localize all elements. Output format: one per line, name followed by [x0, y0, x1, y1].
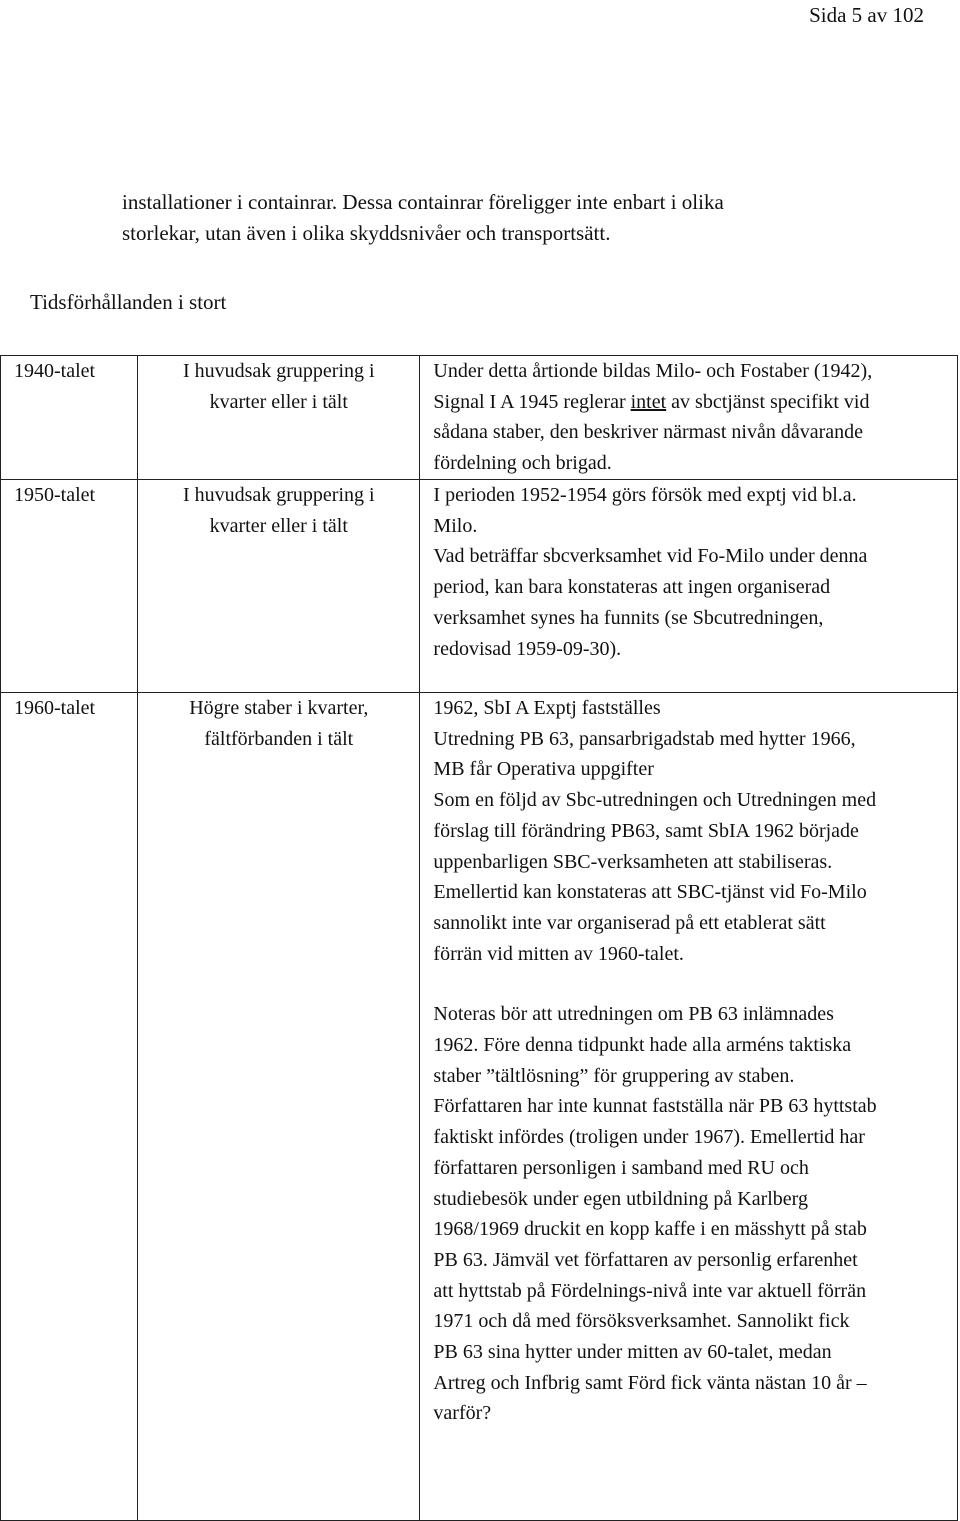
notes-line: sannolikt inte var organiserad på ett etablerat sätt	[433, 911, 826, 934]
notes-line	[433, 387, 957, 418]
decade-label: 1950-talet	[14, 484, 96, 506]
notes-line: Vad beträffar sbcverksamhet vid Fo-Milo under denna	[433, 545, 868, 568]
decade-cell	[1, 693, 138, 1521]
organization-line: kvarter eller i tält	[209, 514, 348, 537]
notes-line: Emellertid kan konstateras att SBC-tjänst vid Fo-Milo	[433, 881, 867, 904]
notes-line: verksamhet synes ha funnits (se Sbcutredningen,	[433, 606, 824, 629]
intro-line: storlekar, utan även i olika skyddsnivåer och transportsätt.	[122, 221, 611, 245]
organization-line: fältförbanden i tält	[204, 727, 354, 750]
notes-line: 1968/1969 druckit en kopp kaffe i en mässhytt på stab	[433, 1218, 867, 1241]
underlined-word: intet	[630, 390, 667, 413]
organization-line: I huvudsak gruppering i	[182, 484, 375, 506]
notes-line: Milo.	[433, 514, 478, 537]
notes-line: period, kan bara konstateras att ingen organiserad	[433, 576, 831, 599]
decade-cell	[1, 356, 138, 480]
notes-line: Som en följd av Sbc-utredningen och Utredningen med	[433, 789, 877, 812]
notes-line: varför?	[433, 1402, 492, 1425]
notes-line: studiebesök under egen utbildning på Karlberg	[433, 1187, 808, 1210]
organization-line: Högre staber i kvarter,	[189, 697, 369, 719]
notes-cell	[420, 693, 958, 1521]
table-row	[1, 693, 958, 1521]
notes-cell	[420, 356, 958, 480]
notes-line: MB får Operativa uppgifter	[433, 758, 654, 781]
notes-line: författaren personligen i samband med RU och	[433, 1156, 809, 1179]
section-heading: Tidsförhållanden i stort	[30, 290, 227, 314]
notes-line: faktiskt infördes (troligen under 1967). Emellertid har	[433, 1126, 865, 1149]
organization-line: I huvudsak gruppering i	[182, 360, 375, 382]
organization-cell	[138, 480, 420, 693]
notes-line: I perioden 1952-1954 görs försök med exptj vid bl.a.	[433, 484, 857, 506]
notes-line: Under detta årtionde bildas Milo- och Fostaber (1942),	[433, 360, 873, 382]
notes-text: av sbctjänst specifikt vid	[666, 390, 870, 413]
notes-line: Utredning PB 63, pansarbrigadstab med hytter 1966,	[433, 727, 856, 750]
decade-label: 1940-talet	[14, 360, 96, 382]
notes-line: staber ”tältlösning” för gruppering av staben.	[433, 1064, 795, 1087]
notes-line: PB 63. Jämväl vet författaren av personlig erfarenhet	[433, 1248, 858, 1271]
notes-line: förrän vid mitten av 1960-talet.	[433, 942, 684, 965]
notes-line: PB 63 sina hytter under mitten av 60-talet, medan	[433, 1341, 832, 1364]
notes-line: sådana staber, den beskriver närmast nivån dåvarande	[433, 421, 863, 444]
timeline-table	[0, 355, 958, 1521]
organization-cell	[138, 693, 420, 1521]
intro-paragraph	[122, 187, 882, 249]
paragraph-gap	[433, 969, 957, 999]
notes-line: Noteras bör att utredningen om PB 63 inlämnades	[433, 1003, 834, 1026]
notes-line: att hyttstab på Fördelnings-nivå inte var aktuell förrän	[433, 1279, 867, 1302]
notes-line: redovisad 1959-09-30).	[433, 637, 622, 660]
notes-text: Signal I A 1945 reglerar	[433, 390, 631, 413]
notes-line: fördelning och brigad.	[433, 452, 612, 475]
notes-line: förslag till förändring PB63, samt SbIA 1962 började	[433, 819, 859, 842]
table-row	[1, 480, 958, 693]
notes-line: 1971 och då med försöksverksamhet. Sannolikt fick	[433, 1310, 850, 1333]
notes-line: uppenbarligen SBC-verksamheten att stabiliseras.	[433, 850, 833, 873]
notes-line: Författaren har inte kunnat fastställa när PB 63 hyttstab	[433, 1095, 877, 1118]
decade-cell	[1, 480, 138, 693]
notes-line: 1962, SbI A Exptj fastställes	[433, 697, 661, 719]
table-row	[1, 356, 958, 480]
organization-cell	[138, 356, 420, 480]
intro-line: installationer i containrar. Dessa containrar föreligger inte enbart i olika	[122, 190, 724, 214]
notes-cell	[420, 480, 958, 693]
notes-line: 1962. Före denna tidpunkt hade alla arméns taktiska	[433, 1034, 852, 1057]
organization-line: kvarter eller i tält	[209, 390, 348, 413]
notes-line: Artreg och Infbrig samt Förd fick vänta nästan 10 år –	[433, 1371, 867, 1394]
page-number: Sida 5 av 102	[809, 3, 924, 27]
decade-label: 1960-talet	[14, 697, 96, 719]
